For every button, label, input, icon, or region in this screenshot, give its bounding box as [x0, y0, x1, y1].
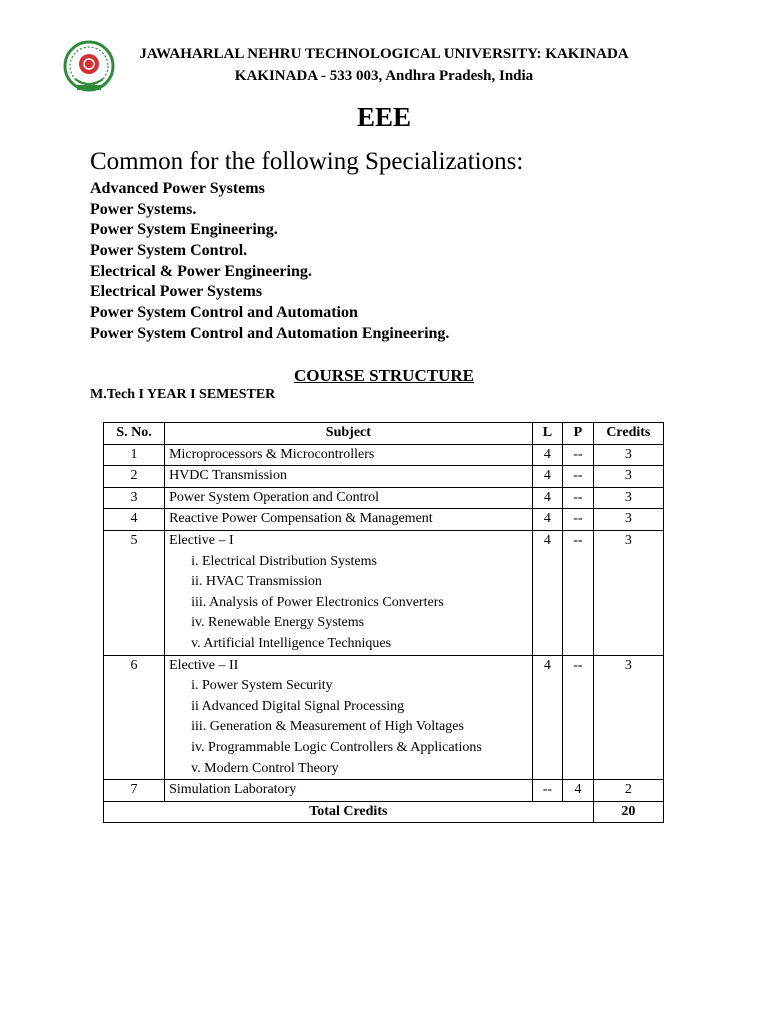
cell-p: -- [563, 509, 594, 531]
cell-sno: 3 [104, 487, 165, 509]
course-table [103, 422, 664, 823]
cell-l: 4 [532, 509, 563, 531]
cell-l: 4 [532, 466, 563, 488]
table-row [104, 530, 664, 655]
cell-p: -- [563, 444, 594, 466]
cell-sno: 5 [104, 530, 165, 655]
cell-sno: 6 [104, 655, 165, 780]
table-row [104, 509, 664, 531]
cell-subject-elective-1 [165, 530, 533, 655]
total-credits-label: Total Credits [104, 801, 594, 823]
cell-l: 4 [532, 530, 563, 655]
header-sno: S. No. [104, 423, 165, 445]
cell-p: -- [563, 530, 594, 655]
table-row [104, 444, 664, 466]
elective-option: iv. Programmable Logic Controllers & Applications [191, 739, 482, 755]
cell-l: 4 [532, 444, 563, 466]
cell-credits: 2 [593, 780, 663, 802]
cell-p: -- [563, 466, 594, 488]
specialization-item: Power System Control. [90, 242, 248, 260]
header-l: L [532, 423, 563, 445]
cell-p: -- [563, 655, 594, 780]
cell-credits: 3 [593, 655, 663, 780]
cell-subject: Reactive Power Compensation & Management [165, 509, 533, 531]
cell-l: 4 [532, 655, 563, 780]
elective-option: v. Artificial Intelligence Techniques [191, 635, 392, 651]
specialization-item: Electrical Power Systems [90, 283, 263, 301]
specialization-item: Advanced Power Systems [90, 180, 265, 197]
specialization-item: Power System Control and Automation [90, 304, 358, 322]
cell-p: -- [563, 487, 594, 509]
cell-sno: 1 [104, 444, 165, 466]
cell-sno: 7 [104, 780, 165, 802]
semester-label: M.Tech I YEAR I SEMESTER [90, 387, 276, 402]
department-title: EEE [356, 102, 412, 132]
university-address: KAKINADA - 533 003, Andhra Pradesh, India [234, 68, 534, 84]
elective-option: i. Electrical Distribution Systems [191, 553, 377, 569]
cell-sno: 2 [104, 466, 165, 488]
total-credits-value: 20 [593, 801, 663, 823]
elective-option: i. Power System Security [191, 678, 333, 694]
common-heading: Common for the following Specializations: [90, 148, 524, 175]
elective-option: iii. Generation & Measurement of High Voltages [191, 719, 464, 735]
header-p: P [563, 423, 594, 445]
specialization-item: Electrical & Power Engineering. [90, 262, 312, 280]
table-row [104, 655, 664, 780]
cell-subject: Microprocessors & Microcontrollers [165, 444, 533, 466]
specialization-item: Power System Engineering. [90, 221, 278, 239]
cell-subject: Power System Operation and Control [165, 487, 533, 509]
cell-p: 4 [563, 780, 594, 802]
specialization-item: Power Systems. [90, 200, 197, 218]
specialization-item: Power System Control and Automation Engineering. [90, 324, 450, 342]
elective-option: ii. HVAC Transmission [191, 574, 322, 590]
cell-subject-elective-2 [165, 655, 533, 780]
elective-title: Elective – II [169, 657, 239, 673]
university-name: JAWAHARLAL NEHRU TECHNOLOGICAL UNIVERSITY: KAKINADA [139, 46, 629, 62]
cell-credits: 3 [593, 530, 663, 655]
cell-sno: 4 [104, 509, 165, 531]
table-row [104, 466, 664, 488]
specialization-list [90, 179, 449, 345]
cell-l: 4 [532, 487, 563, 509]
elective-title: Elective – I [169, 532, 234, 548]
cell-credits: 3 [593, 466, 663, 488]
table-row [104, 780, 664, 802]
course-structure-title: COURSE STRUCTURE [294, 366, 474, 385]
header-credits: Credits [593, 423, 663, 445]
cell-l: -- [532, 780, 563, 802]
elective-option: iii. Analysis of Power Electronics Converters [191, 594, 444, 610]
header-subject: Subject [165, 423, 533, 445]
cell-credits: 3 [593, 444, 663, 466]
table-row [104, 487, 664, 509]
elective-option: v. Modern Control Theory [191, 760, 339, 776]
cell-credits: 3 [593, 509, 663, 531]
university-logo [63, 39, 115, 99]
elective-option: iv. Renewable Energy Systems [191, 615, 365, 631]
cell-subject: Simulation Laboratory [165, 780, 533, 802]
elective-option: ii Advanced Digital Signal Processing [191, 698, 405, 714]
table-header-row [104, 423, 664, 445]
cell-credits: 3 [593, 487, 663, 509]
cell-subject: HVDC Transmission [165, 466, 533, 488]
total-row [104, 801, 664, 823]
